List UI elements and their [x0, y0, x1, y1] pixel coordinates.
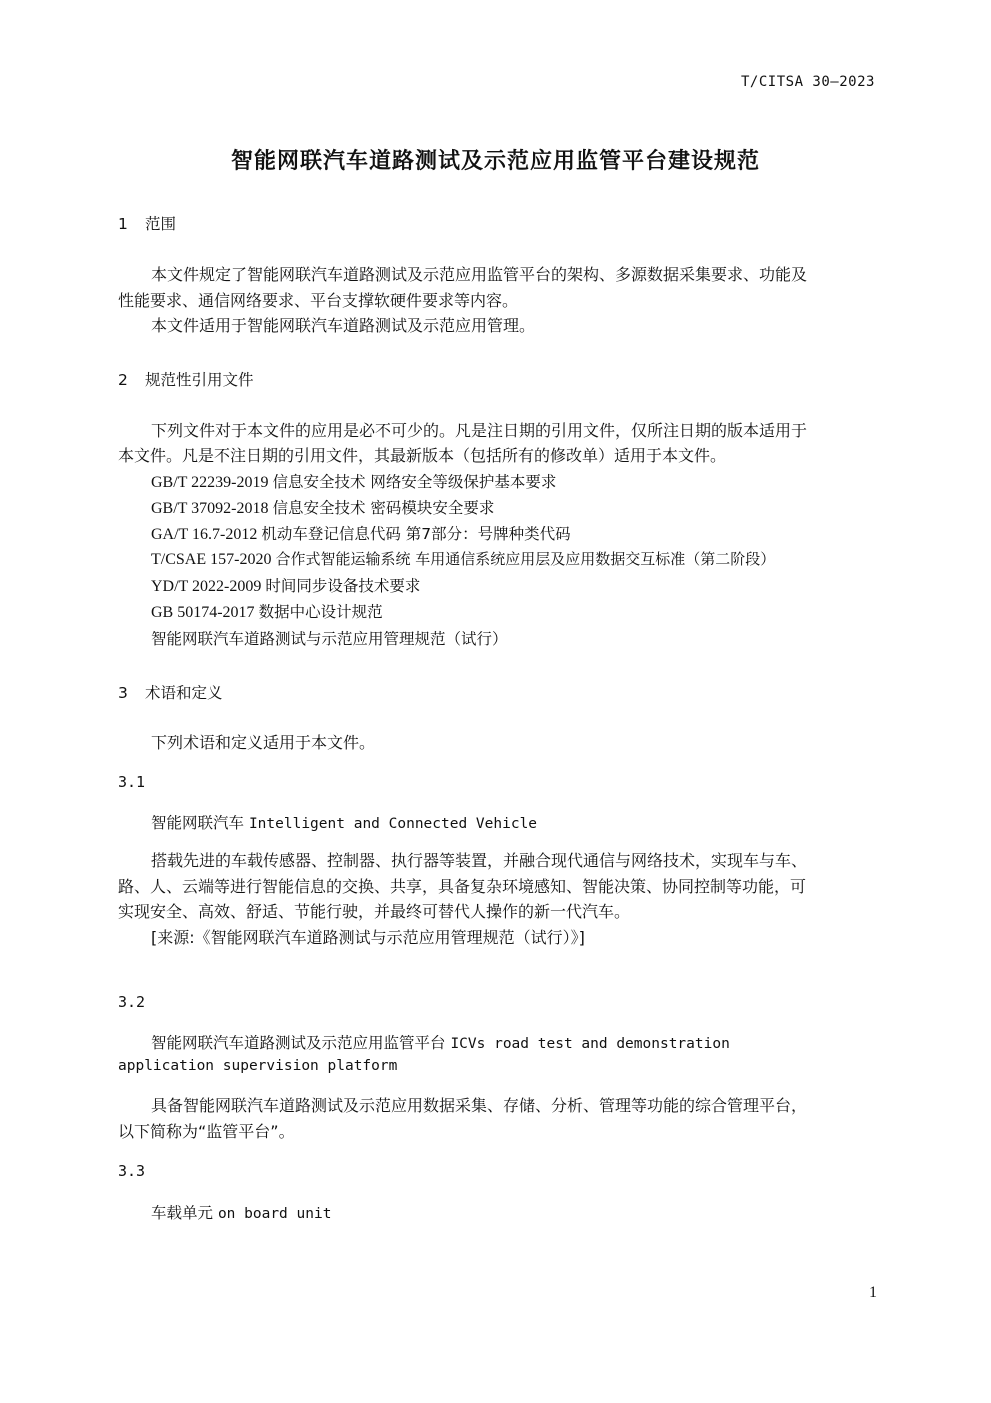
term-definition-line-1: 搭载先进的车载传感器、控制器、执行器等装置，并融合现代通信与网络技术，实现车与车、	[151, 851, 808, 870]
scope-paragraph-1-line-1: 本文件规定了智能网联汽车道路测试及示范应用监管平台的架构、多源数据采集要求、功能及	[151, 265, 808, 284]
reference-code: GB/T 37092-2018	[151, 500, 269, 517]
term-english: on board unit	[217, 1206, 332, 1222]
section-1-heading	[118, 212, 176, 234]
term-definition-line-2: 以下简称为“监管平台”。	[118, 1122, 295, 1141]
reference-name: 数据中心设计规范	[258, 603, 383, 621]
term-heading	[151, 1031, 730, 1053]
reference-code: T/CSAE 157-2020	[151, 551, 272, 568]
term-chinese: 智能网联汽车	[151, 814, 245, 832]
section-2-heading	[118, 368, 254, 390]
document-title: 智能网联汽车道路测试及示范应用监管平台建设规范	[230, 149, 760, 174]
term-definition-line-2: 路、人、云端等进行智能信息的交换、共享，具备复杂环境感知、智能决策、协同控制等功能，可	[118, 877, 807, 896]
section-number: 1	[118, 215, 128, 233]
reference-item	[151, 627, 508, 649]
scope-paragraph-1-line-2: 性能要求、通信网络要求、平台支撑软硬件要求等内容。	[118, 291, 519, 310]
document-number: T/CITSA 30—2023	[741, 74, 875, 90]
term-definition-line-3: 实现安全、高效、舒适、节能行驶，并最终可替代人操作的新一代汽车。	[118, 902, 631, 921]
reference-name: 信息安全技术 网络安全等级保护基本要求	[272, 473, 557, 491]
term-heading	[151, 811, 537, 833]
section-title: 范围	[145, 215, 177, 233]
reference-item	[151, 522, 571, 544]
reference-name: 机动车登记信息代码 第7部分：号牌种类代码	[261, 525, 571, 543]
term-chinese: 车载单元	[151, 1204, 214, 1222]
page-number: 1	[869, 1284, 877, 1301]
terms-intro: 下列术语和定义适用于本文件。	[151, 733, 376, 752]
reference-code: YD/T 2022-2009	[151, 578, 262, 595]
scope-paragraph-2: 本文件适用于智能网联汽车道路测试及示范应用管理。	[151, 316, 536, 335]
reference-name: 信息安全技术 密码模块安全要求	[272, 499, 495, 517]
reference-item	[151, 496, 494, 518]
section-3-heading	[118, 681, 223, 703]
term-definition-line-1: 具备智能网联汽车道路测试及示范应用数据采集、存储、分析、管理等功能的综合管理平台，	[151, 1096, 808, 1115]
normative-intro-line-1: 下列文件对于本文件的应用是必不可少的。凡是注日期的引用文件，仅所注日期的版本适用于	[151, 421, 808, 440]
section-number: 2	[118, 371, 128, 389]
term-number: 3.3	[118, 1162, 146, 1180]
section-title: 规范性引用文件	[145, 371, 254, 389]
reference-name: 智能网联汽车道路测试与示范应用管理规范（试行）	[151, 630, 508, 648]
reference-item	[151, 600, 383, 622]
reference-name: 时间同步设备技术要求	[265, 577, 421, 595]
term-english: Intelligent and Connected Vehicle	[248, 816, 538, 832]
term-english-continued: application supervision platform	[118, 1058, 398, 1074]
reference-code: GB/T 22239-2019	[151, 474, 269, 491]
section-title: 术语和定义	[145, 684, 223, 702]
normative-intro-line-2: 本文件。凡是不注日期的引用文件，其最新版本（包括所有的修改单）适用于本文件。	[118, 446, 727, 465]
term-source: [来源:《智能网联汽车道路测试与示范应用管理规范（试行）》]	[151, 928, 585, 947]
reference-item	[151, 574, 420, 596]
reference-code: GA/T 16.7-2012	[151, 526, 258, 543]
section-number: 3	[118, 684, 128, 702]
term-number: 3.1	[118, 773, 146, 791]
term-number: 3.2	[118, 993, 146, 1011]
reference-item	[151, 548, 775, 569]
term-english: ICVs road test and demonstration	[450, 1036, 730, 1052]
reference-item	[151, 470, 556, 492]
reference-code: GB 50174-2017	[151, 604, 255, 621]
reference-name: 合作式智能运输系统 车用通信系统应用层及应用数据交互标准（第二阶段）	[275, 550, 776, 568]
term-chinese: 智能网联汽车道路测试及示范应用监管平台	[151, 1034, 446, 1052]
term-heading	[151, 1201, 331, 1223]
